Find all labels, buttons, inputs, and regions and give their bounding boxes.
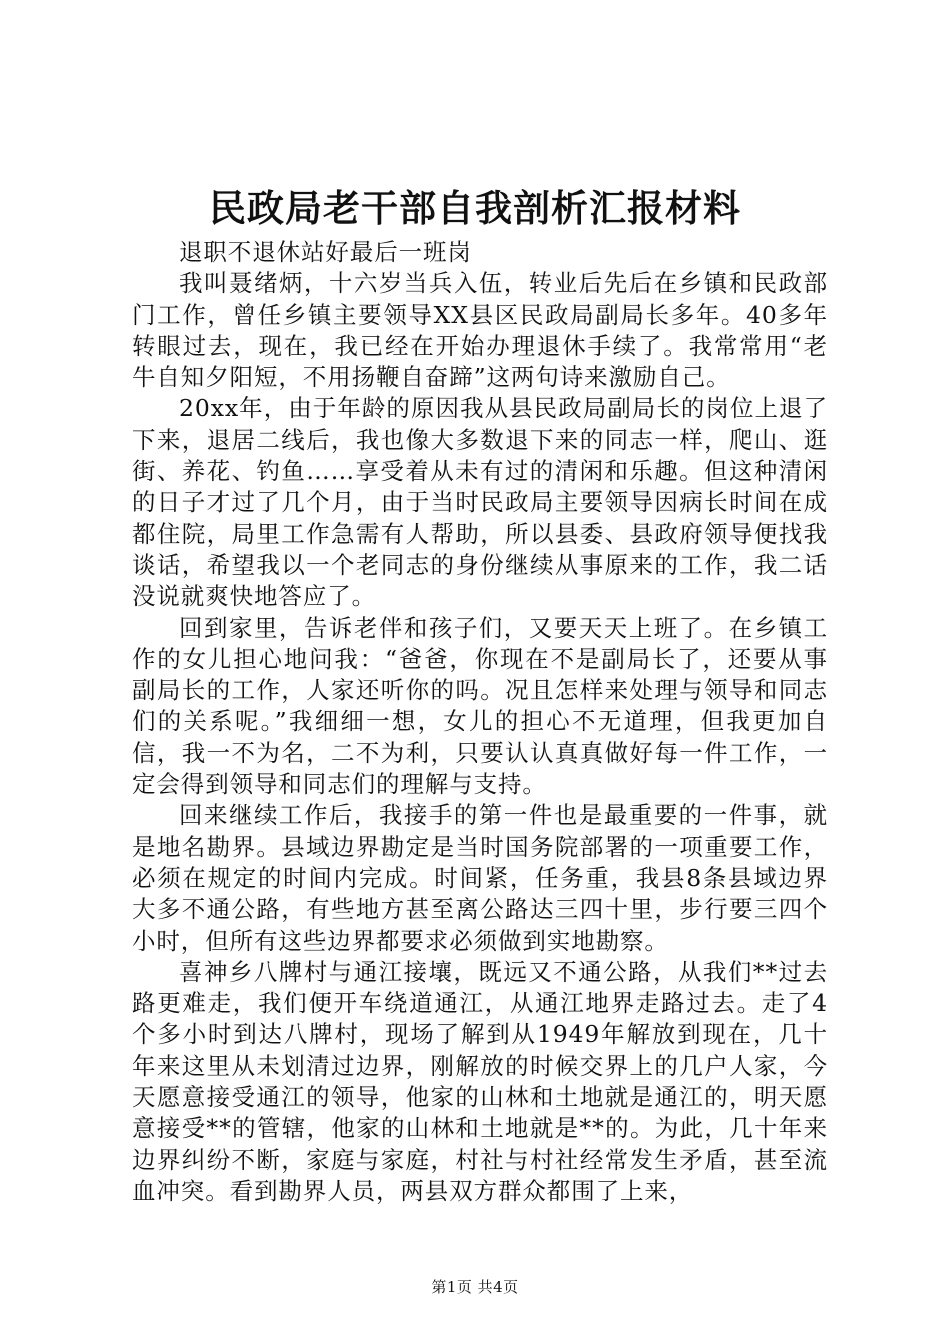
body-paragraph: 20xx年，由于年龄的原因我从县民政局副局长的岗位上退了下来，退居二线后，我也像大多数退下来的同志一样，爬山、逛街、养花、钓鱼……享受着从未有过的清闲和乐趣。但这种清闲的日子才过了几个月，由于当时民政局主要领导因病长时间在成都住院，局里工作急需有人帮助，所以县委、县政府领导便找我谈话，希望我以一个老同志的身份继续从事原来的工作，我二话没说就爽快地答应了。	[132, 394, 828, 611]
body-paragraph: 回来继续工作后，我接手的第一件也是最重要的一件事，就是地名勘界。县域边界勘定是当时国务院部署的一项重要工作，必须在规定的时间内完成。时间紧，任务重，我县8条县域边界大多不通公路，有些地方甚至离公路达三四十里，步行要三四个小时，但所有这些边界都要求必须做到实地勘察。	[132, 801, 828, 955]
subtitle-paragraph: 退职不退休站好最后一班岗	[179, 238, 472, 266]
document-body	[132, 237, 828, 1207]
body-paragraph: 回到家里，告诉老伴和孩子们，又要天天上班了。在乡镇工作的女儿担心地问我：“爸爸，你现在不是副局长了，还要从事副局长的工作，人家还听你的吗。况且怎样来处理与领导和同志们的关系呢。”我细细一想，女儿的担心不无道理，但我更加自信，我一不为名，二不为利，只要认认真真做好每一件工作，一定会得到领导和同志们的理解与支持。	[132, 613, 828, 799]
document-title: 民政局老干部自我剖析汇报材料	[209, 186, 741, 230]
body-paragraph: 我叫聂绪炳，十六岁当兵入伍，转业后先后在乡镇和民政部门工作，曾任乡镇主要领导XX县区民政局副局长多年。40多年转眼过去，现在，我已经在开始办理退休手续了。我常常用“老牛自知夕阳短，不用扬鞭自奋蹄”这两句诗来激励自己。	[132, 269, 828, 392]
body-paragraph: 喜神乡八牌村与通江接壤，既远又不通公路，从我们**过去路更难走，我们便开车绕道通江，从通江地界走路过去。走了4个多小时到达八牌村，现场了解到从1949年解放到现在，几十年来这里从未划清过边界，刚解放的时候交界上的几户人家，今天愿意接受通江的领导，他家的山林和土地就是通江的，明天愿意接受**的管辖，他家的山林和土地就是**的。为此，几十年来边界纠纷不断，家庭与家庭，村社与村社经常发生矛盾，甚至流血冲突。看到勘界人员，两县双方群众都围了上来，	[132, 957, 828, 1205]
page-footer: 第1页 共4页	[431, 1278, 519, 1296]
